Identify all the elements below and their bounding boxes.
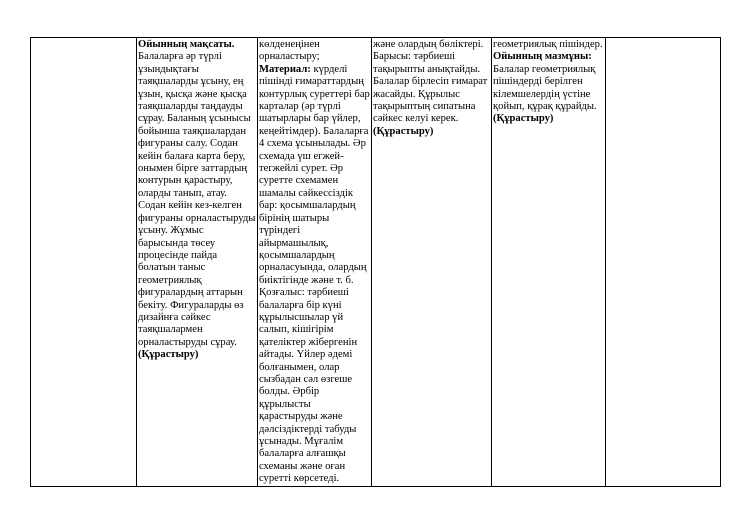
cell-intro: геометриялық пішіндер. <box>493 39 603 50</box>
cell-tag: (Құрастыру) <box>138 349 199 361</box>
cell-body: Балалар геометриялық пішіндерді берілген кілемшелердің үстіне қойып, құрақ құрайды. <box>493 63 597 113</box>
cell-heading: Ойынның мазмұны: <box>493 51 592 63</box>
table-cell-process <box>372 38 492 487</box>
cell-body: және олардың бөліктері. Барысы: тәрбиеші тақырыпты анықтайды. Балалар бірлесіп ғимарат жасайды. Құрылыс тақырыптың сипатына сәйкес келуі керек. <box>373 39 488 125</box>
plan-table <box>30 37 721 487</box>
table-cell-game-goal <box>137 38 258 487</box>
cell-heading: Ойынның мақсаты. <box>138 39 235 50</box>
table-cell-game-content <box>492 38 606 487</box>
material-text: күрделі пішінді ғимараттардың контурлық суреттері бар карталар (әр түрлі шатырлары бар үйлер, кеңейтімдер). Балаларға 4 схема ұсынылады. Әр схемада үш егжей-тегжейлі сурет. Әр суретте схемамен шамалы сәйкессіздік бар: қосымшалардың бірінің шатыры түріндегі айырмашылық, қосымшалардың орналасуында, олардың биіктігінде және т. б. Қозғалыс: тәрбиеші балаларға бір күні құрылысшылар үй салып, кішігірім қателіктер жібергенін айтады. Үйлер әдемі болғанымен, олар сызбадан сәл өзгеше болды. Әрбір құрылысты қарастыруды және дәлсіздіктерді табуды ұсынады. Мұғалім балаларға алғашқы схеманы және оған суретті көрсетеді. <box>259 63 370 485</box>
cell-intro: көлденеңінен орналастыру; <box>259 39 320 63</box>
table-cell-empty-left <box>31 38 137 487</box>
cell-body: Балаларға әр түрлі ұзындықтағы таяқшаларды ұсыну, ең ұзын, қысқа және қысқа таяқшаларды таңдауды сұрау. Баланың ұсынысы бойынша таяқшалардан фигураны салу. Содан кейін балаға карта беру, онымен бірге заттардың контурын қарастыру, оларды танып, атау. Содан кейін кез-келген фигураны орналастыруды ұсыну. Жұмыс барысында төсеу процесінде пайда болатын таныс геометриялық фигуралардың аттарын бекіту. Фигураларды өз дизайнға сәйкес таяқшалармен орналастыруды сұрау. <box>138 51 256 348</box>
cell-tag: (Құрастыру) <box>373 125 434 137</box>
cell-tag: (Құрастыру) <box>493 113 554 125</box>
cell-material-paragraph <box>259 64 370 486</box>
table-cell-empty-right <box>606 38 721 487</box>
material-label: Материал: <box>259 63 311 75</box>
table-row <box>31 38 721 487</box>
table-cell-material <box>258 38 372 487</box>
